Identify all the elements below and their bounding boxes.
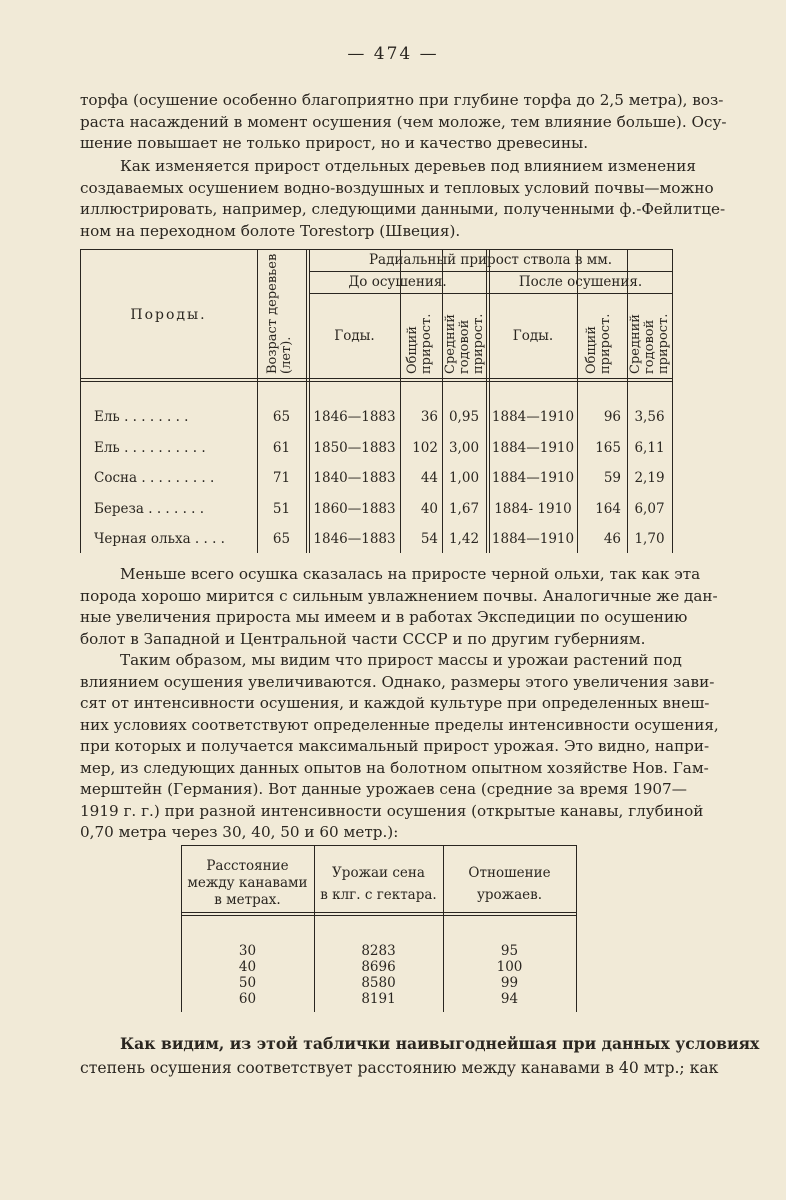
species-cell: Ель . . . . . . . . . . <box>94 439 206 456</box>
hay-yield-table <box>181 845 577 1012</box>
table-cell: 165 <box>595 439 621 456</box>
table-cell: 96 <box>603 409 621 425</box>
total-after-header: Общий прирост. <box>584 313 613 374</box>
text-line: шение повышает не только прирост, но и качество древесины. <box>80 134 589 152</box>
column-group-header: Радиальный прирост ствола в мм. <box>368 252 613 268</box>
table-cell: 6,11 <box>634 439 665 456</box>
species-header: Породы. <box>130 307 207 323</box>
text-line: создаваемых осушением водно-воздушных и тепловых условий почвы—можно <box>80 178 714 197</box>
age-header: Возраст деревьев (лет). <box>265 253 294 374</box>
table-cell: 1860—1883 <box>313 500 396 517</box>
paragraph-2 <box>80 156 726 242</box>
text-line: Как видим, из этой таблички наивыгоднейшая при данных условиях <box>120 1034 760 1053</box>
paragraph-5 <box>80 1032 760 1080</box>
table-cell: 1884- 1910 <box>494 500 572 517</box>
table-cell: 44 <box>420 470 438 486</box>
distance-header: Расстояние между канавами в метрах. <box>187 858 308 908</box>
text-line: мер, из следующих данных опытов на болотном опытном хозяйстве Нов. Гам- <box>80 758 709 777</box>
text-line: при которых и получается максимальный прирост урожая. Это видно, напри- <box>80 737 710 755</box>
years-after-header: Годы. <box>512 328 554 344</box>
text-line: раста насаждений в момент осушения (чем моложе, тем влияние больше). Осу- <box>80 112 727 131</box>
table-cell: 3,00 <box>448 439 480 456</box>
table-cell: 50 <box>238 975 257 991</box>
ratio-column <box>443 943 576 1007</box>
growth-table <box>80 249 673 553</box>
page-number: — 474 — <box>347 44 439 64</box>
species-cell: Черная ольха . . . . <box>94 531 225 547</box>
text-line: болот в Западной и Центральной части СССР и по другим губерниям. <box>80 629 646 648</box>
table-cell: 65 <box>272 409 291 425</box>
table-cell: 1846—1883 <box>313 409 396 425</box>
avg-before-header: Средний годовой прирост. <box>443 313 486 374</box>
table-cell: 1884—1910 <box>491 531 575 547</box>
text-line: торфа (осушение особенно благоприятно при глубине торфа до 2,5 метра), воз- <box>80 91 724 109</box>
table-cell: 71 <box>272 470 291 486</box>
table-cell: 1884—1910 <box>491 439 575 456</box>
paragraph-1 <box>80 90 727 155</box>
yield-header: Урожаи сена в клг. с гектара. <box>320 865 437 903</box>
distance-column <box>181 943 314 1007</box>
table-cell: 46 <box>603 531 621 547</box>
table-cell: 164 <box>595 500 621 517</box>
table-cell: 59 <box>603 470 621 486</box>
table-cell: 51 <box>272 500 291 517</box>
text-line: Меньше всего осушка сказалась на приросте черной ольхи, так как эта <box>120 565 701 583</box>
table-cell: 1846—1883 <box>313 531 396 547</box>
table-cell: 65 <box>272 531 291 547</box>
text-line: сят от интенсивности осушения, и каждой культуре при определенных внеш- <box>80 694 710 712</box>
species-cell: Сосна . . . . . . . . . <box>94 470 215 486</box>
ratio-header: Отношение урожаев. <box>468 865 551 903</box>
table-cell: 36 <box>420 409 438 425</box>
table-cell: 100 <box>496 959 523 975</box>
table-cell: 1850—1883 <box>313 439 396 456</box>
table-cell: 1884—1910 <box>491 409 575 425</box>
text-line: Таким образом, мы видим что прирост массы и урожаи растений под <box>120 651 682 669</box>
table-cell: 6,07 <box>634 500 665 517</box>
table-cell: 8696 <box>361 959 396 975</box>
table-cell: 102 <box>412 439 438 456</box>
table-cell: 1,42 <box>448 531 480 547</box>
table-cell: 60 <box>238 991 257 1007</box>
yield-column <box>314 943 443 1007</box>
text-line: мерштейн (Германия). Вот данные урожаев сена (средние за время 1907— <box>80 780 687 798</box>
table-cell: 99 <box>500 975 519 991</box>
table-cell: 1,00 <box>448 470 480 486</box>
years-before-header: Годы. <box>334 328 375 344</box>
table-cell: 1,67 <box>448 500 480 517</box>
table-cell: 0,95 <box>448 409 480 425</box>
table-cell: 94 <box>500 991 519 1007</box>
total-before-header: Общий прирост. <box>405 313 434 374</box>
text-line: 0,70 метра через 30, 40, 50 и 60 метр.): <box>80 823 399 841</box>
text-line: порода хорошо мирится с сильным увлажнением почвы. Аналогичные же дан- <box>80 586 718 605</box>
table-cell: 8191 <box>361 991 396 1007</box>
text-line: Как изменяется прирост отдельных деревьев под влиянием изменения <box>120 157 696 175</box>
table-cell: 1884—1910 <box>491 470 575 486</box>
table-cell: 40 <box>420 500 438 517</box>
after-drainage-header: После осушения. <box>518 274 643 290</box>
table-cell: 30 <box>238 943 257 959</box>
paragraph-4 <box>80 650 719 844</box>
text-line: влиянием осушения увеличиваются. Однако, размеры этого увеличения зави- <box>80 672 715 691</box>
species-cell: Береза . . . . . . . <box>94 500 205 517</box>
text-line: ные увеличения прироста мы имеем и в работах Экспедиции по осушению <box>80 608 688 626</box>
text-line: степень осушения соответствует расстоянию между канавами в 40 мтр.; как <box>80 1059 719 1077</box>
text-line: иллюстрировать, например, следующими данными, полученными ф.-Фейлитце- <box>80 200 726 218</box>
text-line: ном на переходном болоте Torestorp (Швеция). <box>80 221 461 240</box>
table-cell: 3,56 <box>634 409 665 425</box>
text-line: 1919 г. г.) при разной интенсивности осушения (открытые канавы, глубиной <box>80 801 704 820</box>
table-cell: 8283 <box>361 943 396 959</box>
text-line: них условиях соответствуют определенные пределы интенсивности осушения, <box>80 715 719 734</box>
before-drainage-header: До осушения. <box>348 274 447 290</box>
table-cell: 61 <box>272 439 291 456</box>
table-cell: 1,70 <box>634 531 665 547</box>
table-cell: 54 <box>420 531 438 547</box>
table-cell: 2,19 <box>634 470 665 486</box>
table-cell: 95 <box>500 943 519 959</box>
paragraph-3 <box>80 564 718 650</box>
species-cell: Ель . . . . . . . . <box>94 409 189 425</box>
table-cell: 40 <box>238 959 257 975</box>
table-cell: 1840—1883 <box>313 470 396 486</box>
avg-after-header: Средний годовой прирост. <box>628 313 671 374</box>
table-cell: 8580 <box>361 975 396 991</box>
